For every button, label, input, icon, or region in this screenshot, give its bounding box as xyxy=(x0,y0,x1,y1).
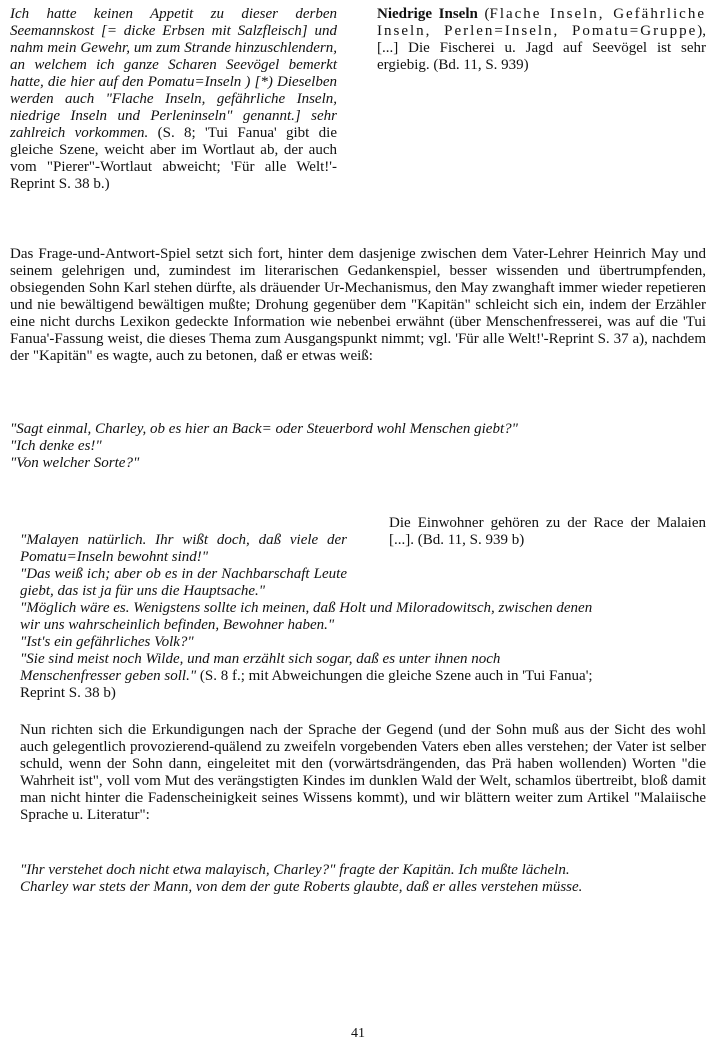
quote-line: "Von welcher Sorte?" xyxy=(10,455,140,471)
quote-line: "Ich denke es!" xyxy=(10,438,102,454)
lexicon-headword: Niedrige Inseln xyxy=(377,6,478,22)
paragraph-1-text: Das Frage-und-Antwort-Spiel setzt sich fort, hinter dem dasjenige zwischen dem Vater-Lehrer Heinrich May und seinem gelehrigen und, zumindest im literarischen Gedankenspiel, besser wissenden und übertrumpfenden, obsiegenden Sohn Karl stehen dürfte, als dräuender Ur-Mechanismus, den May zwanghaft immer wieder repetieren und nie bewältigend bewältigen mußte; Drohung gegenüber dem "Kapitän" schleicht sich ein, indem der Erzähler eine nicht durchs Lexikon gedeckte Information wie nebenbei erwähnt (über Menschenfresserei, was auf die 'Tui Fanua'-Fassung weist, die dieses Thema zum Ausgangspunkt nimmt; vgl. 'Für alle Welt!'-Reprint S. 37 a), nachdem der "Kapitän" es wagte, auch zu betonen, daß er etwas weiß: xyxy=(10,246,706,364)
quote-source-note: (S. 8 f.; mit Abweichungen die gleiche Szene auch in 'Tui Fanua'; Reprint S. 38 b) xyxy=(20,668,593,701)
quote-dialogue: "Malayen natürlich. Ihr wißt doch, daß viele der Pomatu=Inseln bewohnt sind!" "Das weiß ich; aber ob es in der Nachbarschaft Leute giebt, das ist ja für uns die Hauptsache." xyxy=(20,532,347,599)
quote-italic-text: Ich hatte keinen Appetit zu dieser derben Seemannskost [= dicke Erbsen mit Salzfleisch] und nahm mein Gewehr, um zum Strande hinzuschlendern, an welchem ich ganze Scharen Seevögel bemerkt hatte, die hier auf den Pomatu=Inseln ) [*) Dieselben werden auch "Flache Inseln, gefährliche Inseln, niedrige Inseln und Perleninseln" genannt.] sehr zahlreich vorkommen. xyxy=(10,6,337,141)
quote-block-2-right xyxy=(389,515,706,549)
top-left-quote xyxy=(10,6,337,193)
quote-source-note: (S. 8; 'Tui Fanua' gibt die gleiche Szene, weicht aber im Wortlaut ab, der auch vom "Pierer"-Wortlaut abweicht; 'Für alle Welt!'-Reprint S. 38 b.) xyxy=(10,125,337,192)
lexicon-note: Die Einwohner gehören zu der Race der Malaien [...]. (Bd. 11, S. 939 b) xyxy=(389,515,706,548)
page-number: 41 xyxy=(351,1026,365,1041)
quote-line: "Sagt einmal, Charley, ob es hier an Back= oder Steuerbord wohl Menschen giebt?" xyxy=(10,421,518,437)
top-right-lexicon xyxy=(377,6,706,74)
paragraph-2 xyxy=(20,722,706,824)
quote-block-2-full xyxy=(20,600,604,702)
quote-line: "Ist's ein gefährliches Volk?" xyxy=(20,634,194,650)
quote-block-1 xyxy=(10,421,585,472)
paragraph-2-text: Nun richten sich die Erkundigungen nach der Sprache der Gegend (und der Sohn muß aus der Sicht des wohl auch gelegentlich provozierend-quälend zu zweifeln vorgebenden Vaters eben alles verstehen; der Vater ist selber schuld, wenn der Sohn dann, eingeleitet mit den (vorwärtsdrängenden, das Prä haben wollenden) Worten "die Wahrheit ist", voll vom Mut des verängstigten Kindes im dunklen Wald der Welt, schamlos übertreibt, bloß damit man nicht hinter die Fadenscheinigkeit seines Wissens kommt), und wir blättern weiter zum Artikel "Malaiische Sprache u. Literatur": xyxy=(20,722,706,823)
lexicon-text: ), [...] Die Fischerei u. Jagd auf Seevögel ist sehr ergiebig. (Bd. 11, S. 939) xyxy=(377,23,706,73)
quote-line: "Sie sind meist noch Wilde, und man erzählt sich sogar, daß es unter ihnen noch Menschenfresser geben soll." xyxy=(20,651,501,684)
quote-block-2-left xyxy=(20,515,347,600)
quote-text: "Ihr verstehet doch nicht etwa malayisch, Charley?" fragte der Kapitän. Ich mußte lächeln. Charley war stets der Mann, von dem der gute Roberts glaubte, daß er alles verstehen müsse. xyxy=(20,862,583,895)
lexicon-synonyms: Flache Inseln, Gefährliche Inseln, Perlen=Inseln, Pomatu=Gruppe xyxy=(377,6,706,39)
quote-line: "Möglich wäre es. Wenigstens sollte ich meinen, daß Holt und Miloradowitsch, zwischen denen wir uns wahrscheinlich befinden, Bewohner haben." xyxy=(20,600,593,633)
paragraph-1 xyxy=(10,246,706,365)
lexicon-paren: ( xyxy=(477,6,490,22)
quote-block-3 xyxy=(20,862,595,896)
